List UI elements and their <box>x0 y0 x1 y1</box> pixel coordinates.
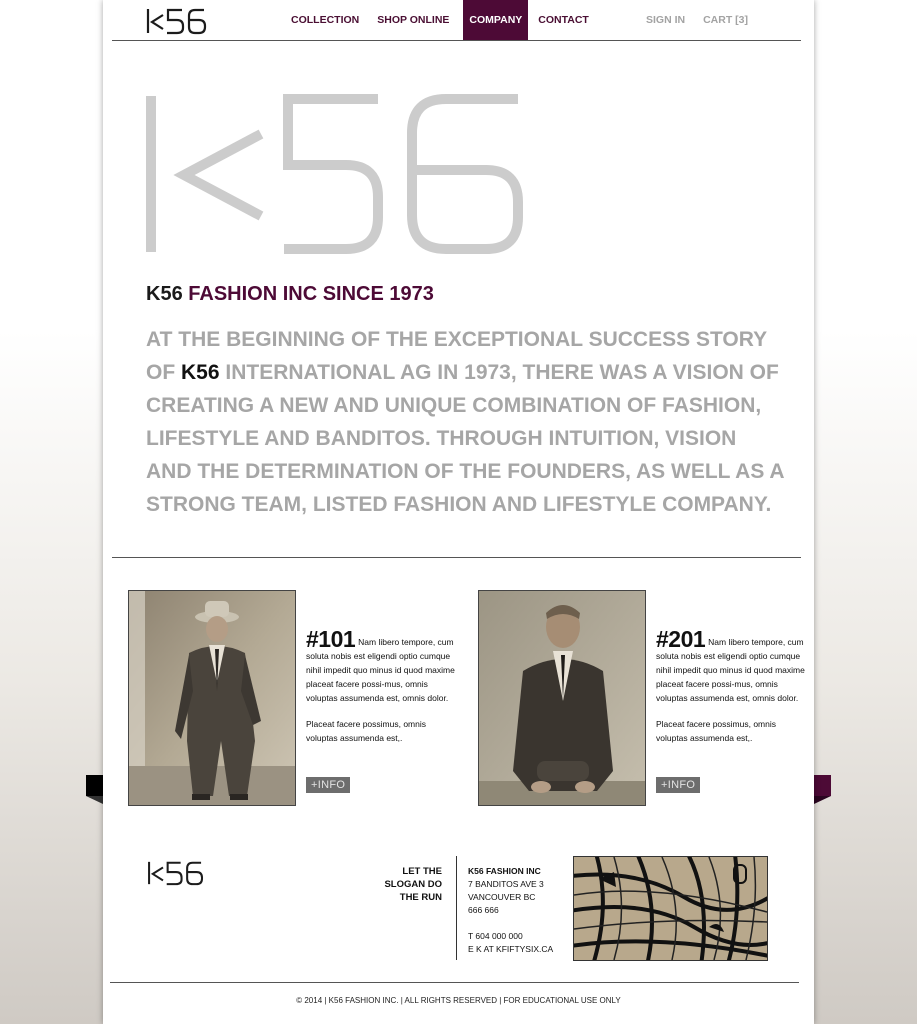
k56-hero-logo <box>146 92 526 257</box>
tagline-brand: K56 <box>146 283 183 305</box>
email-address[interactable]: E K AT KFIFTYSIX.CA <box>468 944 554 954</box>
slogan-line: SLOGAN DO <box>384 879 442 890</box>
k56-footer-logo[interactable] <box>146 860 206 886</box>
copyright-text: © 2014 | K56 FASHION INC. | ALL RIGHTS RESERVED | FOR EDUCATIONAL USE ONLY <box>296 996 621 1005</box>
story-text-2: INTERNATIONAL AG IN 1973, THERE WAS A VISION OF CREATING A NEW AND UNIQUE COMBINATION OF FASHION, LIFESTYLE AND BANDITOS. THROUGH INTUITION, VISION AND THE DETERMINATION OF THE FOUNDERS, AS WELL AS A STRONG TEAM, LISTED FASHION AND LIFESTYLE COMPANY. <box>146 361 784 516</box>
card-body-extra-1: Placeat facere possimus, omnis voluptas assumenda est,. <box>306 719 426 743</box>
footer-address <box>468 865 553 956</box>
story-brand: K56 <box>181 361 220 384</box>
footer-slogan <box>348 865 442 904</box>
slogan-line: LET THE <box>402 866 442 877</box>
footer-divider <box>456 856 457 960</box>
portrait-photo-2 <box>478 590 646 806</box>
card-text-1 <box>306 626 456 745</box>
info-button-2[interactable]: +INFO <box>656 777 700 793</box>
info-button-1[interactable]: +INFO <box>306 777 350 793</box>
address-line: VANCOUVER BC <box>468 892 536 902</box>
footer-rule <box>110 982 799 983</box>
nav-item-contact[interactable]: CONTACT <box>538 14 589 26</box>
map-thumbnail[interactable] <box>573 856 768 961</box>
company-story <box>146 323 786 521</box>
account-nav <box>632 0 752 40</box>
company-tagline <box>146 283 434 306</box>
k56-logo[interactable] <box>146 7 208 35</box>
address-line: 7 BANDITOS AVE 3 <box>468 879 544 889</box>
nav-item-collection[interactable]: COLLECTION <box>291 14 360 26</box>
story-text-1: AT THE BEGINNING OF THE EXCEPTIONAL SUCCESS STORY OF <box>146 328 767 384</box>
card-text-2 <box>656 626 806 745</box>
cart-link[interactable]: CART [3] <box>703 14 748 26</box>
nav-item-shop-online[interactable]: SHOP ONLINE <box>377 14 450 26</box>
slogan-line: THE RUN <box>399 892 442 903</box>
band-fold-left <box>86 796 103 804</box>
card-number-1: #101 <box>306 626 356 652</box>
sign-in-link[interactable]: SIGN IN <box>645 14 686 26</box>
phone-number: T 604 000 000 <box>468 931 523 941</box>
band-fold-right <box>814 796 831 804</box>
card-body-extra-2: Placeat facere possimus, omnis voluptas assumenda est,. <box>656 719 776 743</box>
header-divider <box>112 40 801 41</box>
portrait-photo-1 <box>128 590 296 806</box>
card-body-1: Nam libero tempore, cum soluta nobis est eligendi optio cumque nihil impedit quo minus id quod maxime placeat facere possi-mus, omnis voluptas assumenda est, omnis dolor. <box>306 637 455 703</box>
nav-item-company[interactable]: COMPANY <box>463 0 528 40</box>
section-divider <box>112 557 801 558</box>
page-container <box>103 0 814 1024</box>
tagline-text: FASHION INC SINCE 1973 <box>182 283 434 305</box>
card-body-2: Nam libero tempore, cum soluta nobis est eligendi optio cumque nihil impedit quo minus id quod maxime placeat facere possi-mus, omnis voluptas assumenda est, omnis dolor. <box>656 637 805 703</box>
card-number-2: #201 <box>656 626 706 652</box>
main-nav <box>287 0 603 40</box>
company-name: K56 FASHION INC <box>468 866 541 876</box>
address-line: 666 666 <box>468 905 499 915</box>
